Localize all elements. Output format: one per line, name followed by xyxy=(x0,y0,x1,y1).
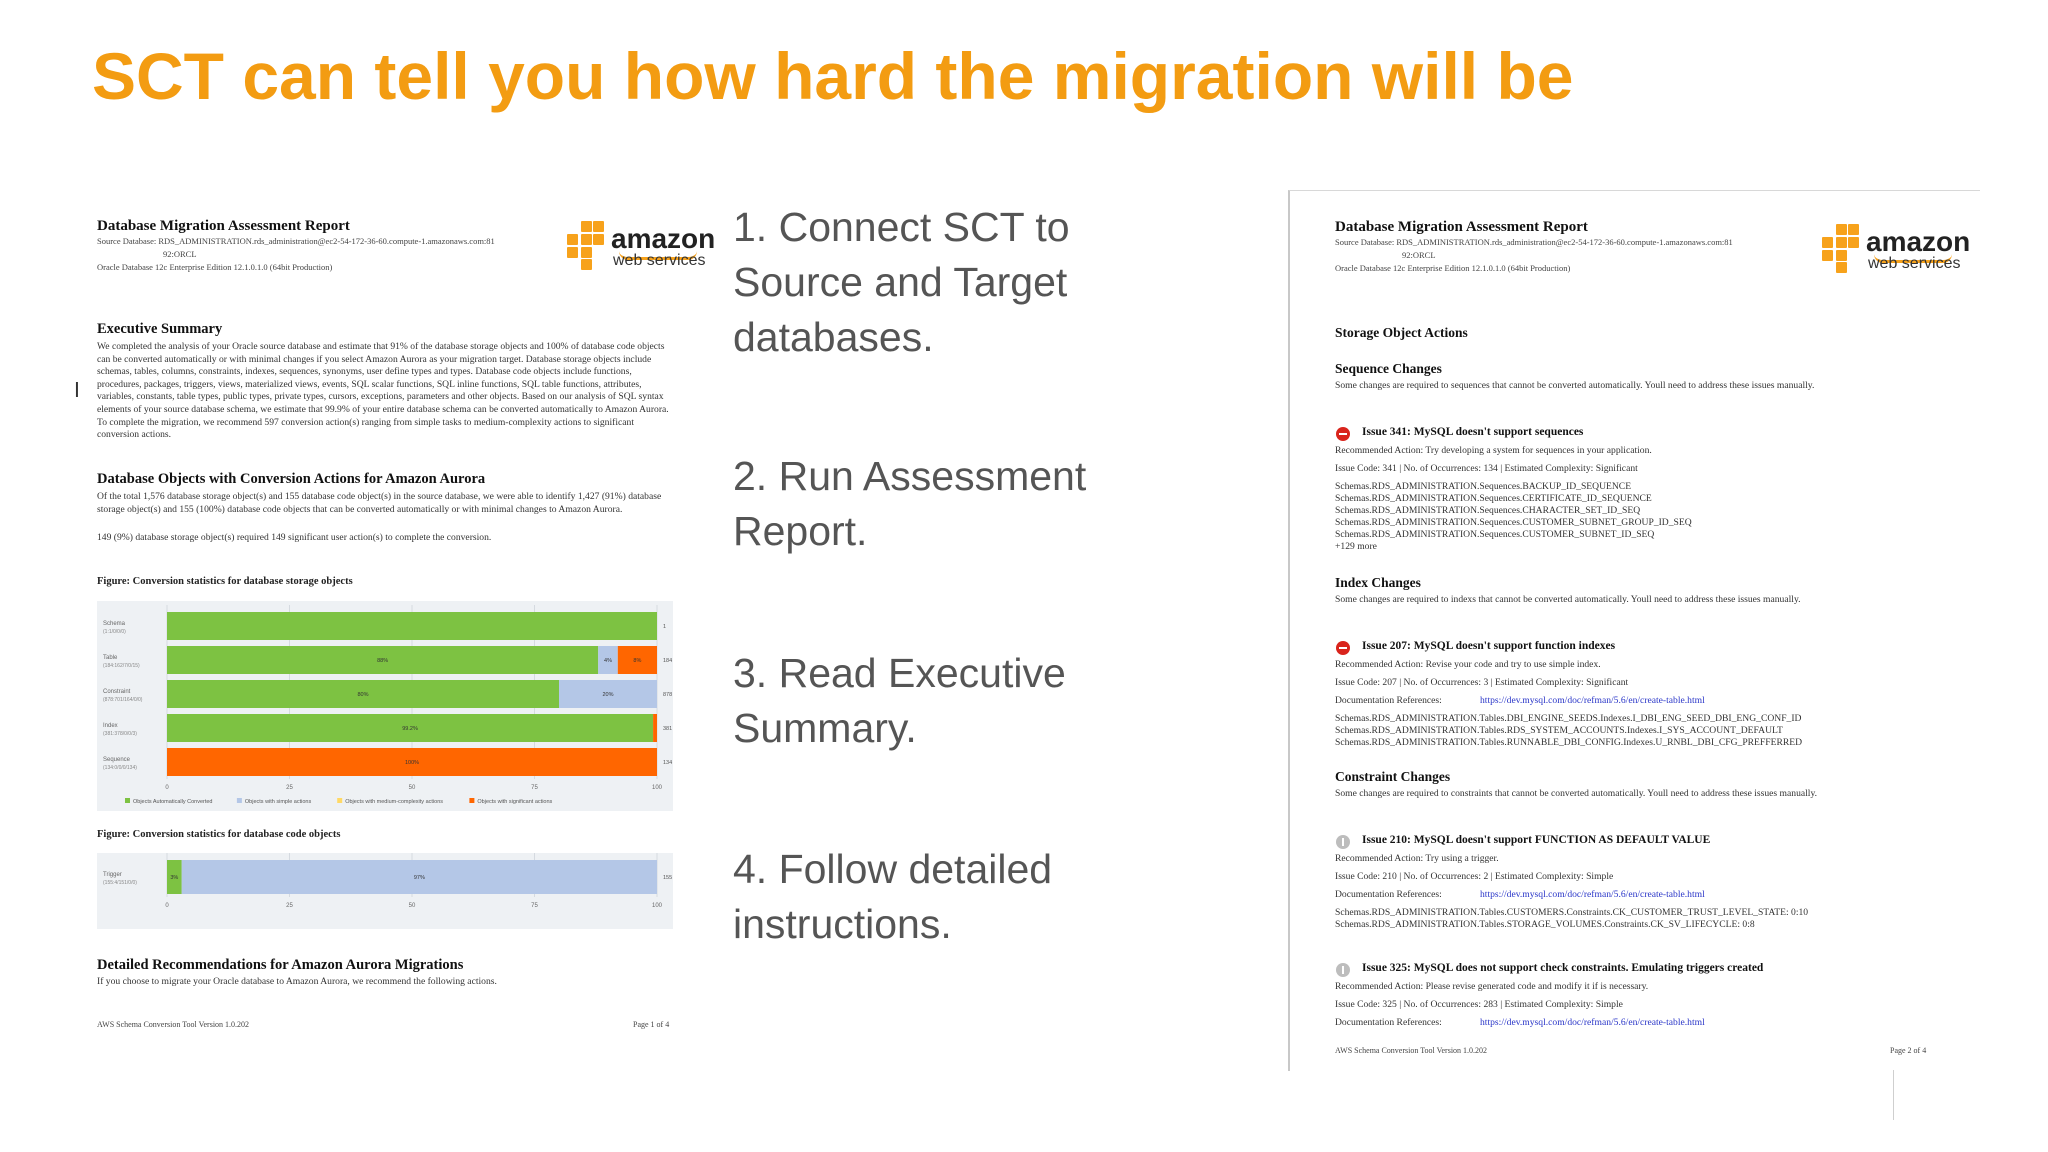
detail-text: If you choose to migrate your Oracle database to Amazon Aurora, we recommend the following actions. xyxy=(97,976,497,987)
step-4: 4. Follow detailed instructions. xyxy=(733,846,1053,947)
legend-swatch xyxy=(337,798,342,803)
issue-210-obj-1: Schemas.RDS_ADMINISTRATION.Tables.CUSTOMERS.Constraints.CK_CUSTOMER_TRUST_LEVEL_STATE: 0:10 xyxy=(1335,907,1809,918)
bar-label: 100% xyxy=(404,760,420,766)
legend-label: Objects Automatically Converted xyxy=(133,799,213,805)
category-sublabel: (134:0/0/0/134) xyxy=(103,765,137,771)
issue-341-obj-3: Schemas.RDS_ADMINISTRATION.Sequences.CHARACTER_SET_ID_SEQ xyxy=(1335,505,1641,516)
category-label: Index xyxy=(103,723,118,729)
objects-text: Of the total 1,576 database storage object(s) and 155 database code object(s) in the source database, we were able to identify 1,427 (91%) database storage object(s) and 155 (100%) database code objects that can be converted automatically or with minimal changes to Amazon Aurora. xyxy=(97,491,662,515)
legend-swatch xyxy=(125,798,130,803)
text-cursor-icon: I xyxy=(74,378,80,402)
issue-325-title: Issue 325: MySQL does not support check constraints. Emulating triggers created xyxy=(1362,962,1764,974)
info-icon xyxy=(1336,963,1350,977)
x-tick-label: 25 xyxy=(286,903,293,909)
category-label: Constraint xyxy=(103,689,131,695)
legend-label: Objects with significant actions xyxy=(477,799,553,805)
error-icon xyxy=(1336,641,1350,655)
constraint-heading: Constraint Changes xyxy=(1335,769,1451,784)
report-meta-sid: 92:ORCL xyxy=(163,249,197,259)
storage-actions-heading: Storage Object Actions xyxy=(1335,325,1468,340)
legend-label: Objects with simple actions xyxy=(244,799,312,805)
info-icon xyxy=(1336,835,1350,849)
aws-logo xyxy=(1822,224,1972,276)
fig2-caption: Figure: Conversion statistics for database code objects xyxy=(97,829,341,840)
report-meta-source: Source Database: RDS_ADMINISTRATION.rds_administration@ec2-54-172-36-60.compute-1.amazonaws.com:81 xyxy=(97,236,495,246)
issue-325-code: Issue Code: 325 | No. of Occurrences: 283 | Estimated Complexity: Simple xyxy=(1335,999,1623,1010)
bar-label: 80% xyxy=(357,692,369,698)
issue-341-more: +129 more xyxy=(1335,541,1377,552)
bar-label: 88% xyxy=(377,658,389,664)
bar-label: 8% xyxy=(633,658,642,664)
step-1: 1. Connect SCT to Source and Target databases. xyxy=(733,204,1070,360)
bar-label: 4% xyxy=(604,658,612,664)
bar-end-label: 134 xyxy=(663,760,673,766)
issue-207-obj-2: Schemas.RDS_ADMINISTRATION.Tables.RDS_SYSTEM_ACCOUNTS.Indexes.I_SYS_ACCOUNT_DEFAULT xyxy=(1335,725,1783,736)
bar-segment xyxy=(167,612,657,640)
footer-version: AWS Schema Conversion Tool Version 1.0.202 xyxy=(97,1020,250,1029)
step-3: 3. Read Executive Summary. xyxy=(733,650,1066,751)
constraint-text: Some changes are required to constraints that cannot be converted automatically. Youll need to address these issues manually. xyxy=(1335,788,1818,799)
divider xyxy=(1893,1070,1894,1120)
report-meta-sid: 92:ORCL xyxy=(1402,250,1436,260)
x-tick-label: 25 xyxy=(286,785,293,791)
issue-341-obj-2: Schemas.RDS_ADMINISTRATION.Sequences.CERTIFICATE_ID_SEQUENCE xyxy=(1335,493,1652,504)
code-objects-chart xyxy=(97,853,673,929)
legend-swatch xyxy=(237,798,242,803)
x-tick-label: 50 xyxy=(408,785,416,791)
issue-207-obj-3: Schemas.RDS_ADMINISTRATION.Tables.RUNNABLE_DBI_CONFIG.Indexes.U_RNBL_DBI_CFG_PREFFERRED xyxy=(1335,737,1803,748)
category-label: Sequence xyxy=(103,757,131,763)
x-tick-label: 75 xyxy=(531,903,538,909)
exec-summary-text: We completed the analysis of your Oracle source database and estimate that 91% of the database storage objects and 100% of database code objects can be converted automatically or with minimal changes if you select Amazon Aurora as your migration target. Database storage objects include schemas, tables, columns, constraints, indexes, sequences, synonyms, user define types and types. Database code objects include functions, procedures, packages, triggers, views, materialized views, events, SQL scalar functions, SQL inline functions, SQL table functions, attributes, variables, constants, table types, public types, private types, cursors, exceptions, parameters and other objects. Based on our analysis of SQL syntax elements of your source database schema, we estimate that 99.9% of your entire database schema can be converted automatically to Amazon Aurora. To complete the migration, we recommend 597 conversion action(s) ranging from simple tasks to medium-complexity actions to significant conversion actions. xyxy=(97,341,669,441)
slide-title: SCT can tell you how hard the migration will be xyxy=(92,39,1574,113)
storage-objects-chart xyxy=(97,601,673,811)
report-title: Database Migration Assessment Report xyxy=(1335,219,1588,235)
issue-341-obj-1: Schemas.RDS_ADMINISTRATION.Sequences.BACKUP_ID_SEQUENCE xyxy=(1335,481,1632,492)
bar-end-label: 878 xyxy=(663,692,673,698)
category-sublabel: (184:162/7/0/15) xyxy=(103,663,140,669)
issue-210-doc-label: Documentation References: xyxy=(1335,889,1442,900)
report-page-2 xyxy=(1288,190,1980,1071)
bar-label: 97% xyxy=(413,875,425,881)
report-meta-source: Source Database: RDS_ADMINISTRATION.rds_administration@ec2-54-172-36-60.compute-1.amazonaws.com:81 xyxy=(1335,237,1733,247)
aws-logo-sub: web services xyxy=(613,252,706,269)
issue-207-doc-label: Documentation References: xyxy=(1335,695,1442,706)
issue-341-title: Issue 341: MySQL doesn't support sequences xyxy=(1362,426,1584,438)
bar-end-label: 155 xyxy=(663,875,673,881)
issue-210-obj-2: Schemas.RDS_ADMINISTRATION.Tables.STORAGE_VOLUMES.Constraints.CK_SV_LIFECYCLE: 0:8 xyxy=(1335,919,1755,930)
category-sublabel: (878:701/164/0/0) xyxy=(103,697,143,703)
issue-210-doc-link[interactable]: https://dev.mysql.com/doc/refman/5.6/en/create-table.html xyxy=(1480,889,1705,900)
legend-swatch xyxy=(469,798,474,803)
report-meta-edition: Oracle Database 12c Enterprise Edition 12.1.0.1.0 (64bit Production) xyxy=(1335,263,1571,273)
aws-logo-word: amazon xyxy=(1866,226,1971,257)
issue-210-code: Issue Code: 210 | No. of Occurrences: 2 | Estimated Complexity: Simple xyxy=(1335,871,1614,882)
category-label: Table xyxy=(103,655,118,661)
report-page-1 xyxy=(55,191,715,1061)
issue-325-rec: Recommended Action: Please revise generated code and modify it if is necessary. xyxy=(1335,981,1649,992)
issue-210-rec: Recommended Action: Try using a trigger. xyxy=(1335,853,1499,864)
footer-page: Page 1 of 4 xyxy=(633,1020,670,1029)
bar-end-label: 184 xyxy=(663,658,673,664)
index-text: Some changes are required to indexs that cannot be converted automatically. Youll need to address these issues manually. xyxy=(1335,594,1801,605)
issue-325-doc-label: Documentation References: xyxy=(1335,1017,1442,1028)
issue-341-code: Issue Code: 341 | No. of Occurrences: 134 | Estimated Complexity: Significant xyxy=(1335,463,1638,474)
x-tick-label: 100 xyxy=(651,903,663,909)
x-tick-label: 100 xyxy=(651,785,663,791)
category-sublabel: (1:1/0/0/0) xyxy=(103,629,126,635)
issue-341-obj-5: Schemas.RDS_ADMINISTRATION.Sequences.CUSTOMER_SUBNET_ID_SEQ xyxy=(1335,529,1655,540)
aws-cubes-icon xyxy=(567,221,607,269)
x-tick-label: 0 xyxy=(165,785,169,791)
x-tick-label: 75 xyxy=(531,785,538,791)
footer-page: Page 2 of 4 xyxy=(1890,1046,1927,1055)
bar-end-label: 381 xyxy=(663,726,673,732)
index-heading: Index Changes xyxy=(1335,575,1421,590)
issue-207-doc-link[interactable]: https://dev.mysql.com/doc/refman/5.6/en/create-table.html xyxy=(1480,695,1705,706)
aws-logo xyxy=(567,221,715,273)
legend-label: Objects with medium-complexity actions xyxy=(345,799,444,805)
category-label: Schema xyxy=(103,621,126,627)
report-title: Database Migration Assessment Report xyxy=(97,218,350,234)
bar-segment xyxy=(653,714,657,742)
bar-label: 3% xyxy=(170,875,179,881)
fig1-caption: Figure: Conversion statistics for database storage objects xyxy=(97,576,353,587)
detail-heading: Detailed Recommendations for Amazon Aurora Migrations xyxy=(97,957,464,973)
report-meta-edition: Oracle Database 12c Enterprise Edition 12.1.0.1.0 (64bit Production) xyxy=(97,262,333,272)
bar-end-label: 1 xyxy=(663,624,667,630)
objects-heading: Database Objects with Conversion Actions for Amazon Aurora xyxy=(97,471,486,487)
issue-207-obj-1: Schemas.RDS_ADMINISTRATION.Tables.DBI_ENGINE_SEEDS.Indexes.I_DBI_ENG_SEED_DBI_ENG_CONF_ID xyxy=(1335,713,1802,724)
bar-label: 99.2% xyxy=(402,726,418,732)
objects-text-2: 149 (9%) database storage object(s) required 149 significant user action(s) to complete the conversion. xyxy=(97,532,492,543)
issue-207-title: Issue 207: MySQL doesn't support function indexes xyxy=(1362,640,1616,652)
sequence-heading: Sequence Changes xyxy=(1335,361,1442,376)
error-icon xyxy=(1336,427,1350,441)
issue-341-rec: Recommended Action: Try developing a system for sequences in your application. xyxy=(1335,445,1652,456)
issue-341-obj-4: Schemas.RDS_ADMINISTRATION.Sequences.CUSTOMER_SUBNET_GROUP_ID_SEQ xyxy=(1335,517,1692,528)
issue-207-rec: Recommended Action: Revise your code and try to use simple index. xyxy=(1335,659,1601,670)
aws-cubes-icon xyxy=(1822,224,1862,272)
aws-logo-word: amazon xyxy=(611,223,715,254)
aws-logo-sub: web services xyxy=(1868,255,1961,272)
issue-325-doc-link[interactable]: https://dev.mysql.com/doc/refman/5.6/en/create-table.html xyxy=(1480,1017,1705,1028)
exec-summary-heading: Executive Summary xyxy=(97,321,223,337)
x-tick-label: 0 xyxy=(165,903,169,909)
category-sublabel: (381:378/0/0/3) xyxy=(103,731,137,737)
issue-207-code: Issue Code: 207 | No. of Occurrences: 3 | Estimated Complexity: Significant xyxy=(1335,677,1629,688)
category-sublabel: (155:4/151/0/0) xyxy=(103,880,137,886)
x-tick-label: 50 xyxy=(408,903,416,909)
issue-210-title: Issue 210: MySQL doesn't support FUNCTION AS DEFAULT VALUE xyxy=(1362,834,1711,846)
footer-version: AWS Schema Conversion Tool Version 1.0.202 xyxy=(1335,1046,1488,1055)
category-label: Trigger xyxy=(103,872,122,878)
sequence-text: Some changes are required to sequences that cannot be converted automatically. Youll need to address these issues manually. xyxy=(1335,380,1815,391)
bar-label: 20% xyxy=(602,692,614,698)
step-2: 2. Run Assessment Report. xyxy=(733,453,1087,554)
